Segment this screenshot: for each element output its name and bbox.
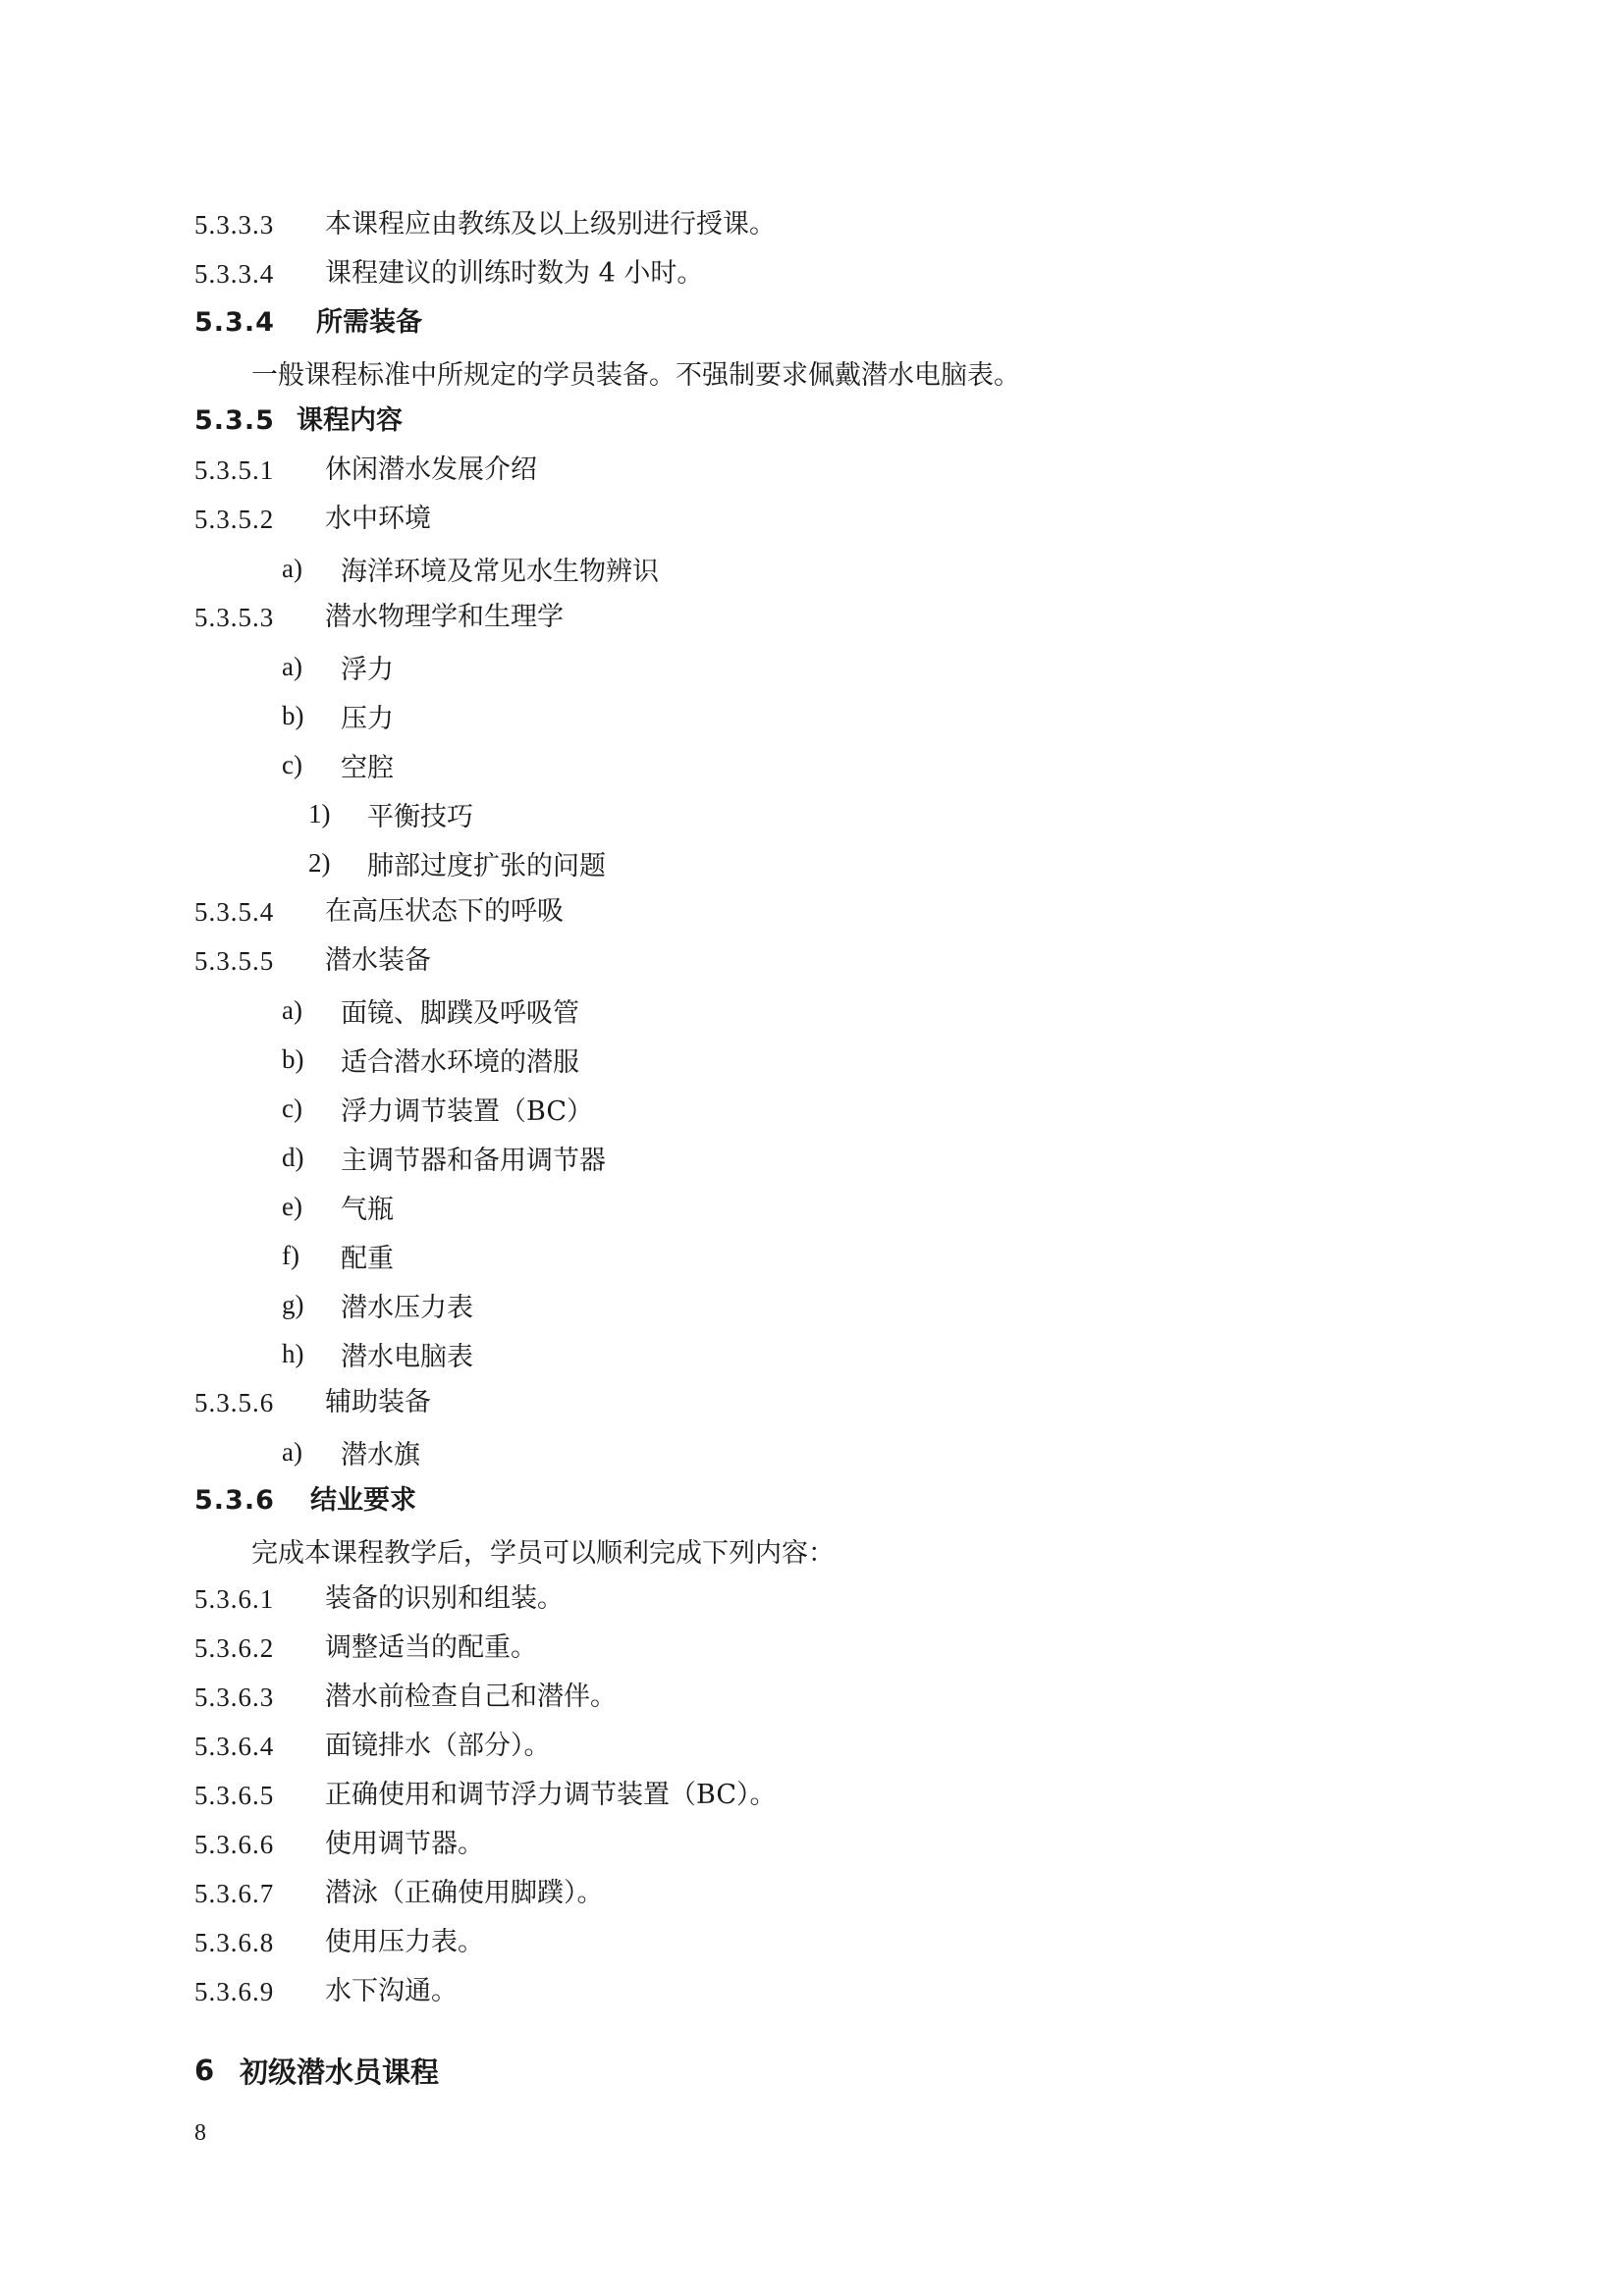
list-item [282, 1187, 394, 1226]
clause-number: 5.3.3.4 [194, 259, 275, 289]
clause-5-3-6-3 [194, 1678, 617, 1717]
section-number: 5.3.4 [194, 307, 275, 338]
clause-text: 潜水物理学和生理学 [325, 602, 564, 632]
list-marker: d) [282, 1142, 304, 1172]
list-item [282, 1334, 473, 1373]
list-item [282, 1040, 579, 1079]
clause-5-3-5-4 [194, 892, 564, 932]
chapter-heading-6 [194, 2049, 439, 2092]
clause-text: 课程建议的训练时数为 4 小时。 [325, 258, 704, 289]
clause-number: 5.3.6.1 [194, 1584, 275, 1614]
clause-text: 使用压力表。 [325, 1927, 484, 1957]
list-marker: f) [282, 1240, 299, 1270]
clause-5-3-6-5 [194, 1776, 777, 1815]
clause-text: 面镜排水（部分）。 [325, 1731, 551, 1761]
clause-number: 5.3.5.2 [194, 505, 275, 534]
section-number: 5.3.6 [194, 1485, 275, 1516]
clause-text: 正确使用和调节浮力调节装置（BC）。 [325, 1780, 777, 1810]
list-item [282, 1285, 473, 1324]
list-item [282, 1236, 394, 1275]
section-title: 结业要求 [310, 1485, 416, 1516]
list-marker: e) [282, 1191, 302, 1221]
list-item-text: 配重 [341, 1243, 394, 1274]
clause-5-3-6-6 [194, 1825, 484, 1864]
clause-number: 5.3.5.3 [194, 603, 275, 632]
clause-5-3-5-1 [194, 451, 537, 490]
section-number: 5.3.5 [194, 405, 275, 436]
list-item-text: 适合潜水环境的潜服 [341, 1046, 579, 1078]
clause-5-3-6-1 [194, 1579, 564, 1619]
list-item [282, 990, 579, 1030]
clause-number: 5.3.5.6 [194, 1388, 275, 1417]
clause-number: 5.3.6.6 [194, 1830, 275, 1859]
clause-5-3-6-4 [194, 1727, 551, 1766]
clause-number: 5.3.6.2 [194, 1633, 275, 1663]
list-marker: c) [282, 1093, 302, 1123]
clause-5-3-5-3 [194, 598, 564, 637]
list-item [282, 745, 394, 784]
list-marker: 1) [308, 798, 331, 828]
list-item-text: 海洋环境及常见水生物辨识 [341, 556, 659, 587]
clause-5-3-5-5 [194, 941, 431, 981]
list-item-text: 气瓶 [341, 1194, 394, 1225]
clause-text: 调整适当的配重。 [325, 1632, 537, 1663]
clause-number: 5.3.6.8 [194, 1928, 275, 1957]
paragraph-completion: 完成本课程教学后，学员可以顺利完成下列内容： [251, 1537, 835, 1569]
clause-number: 5.3.6.7 [194, 1879, 275, 1908]
clause-number: 5.3.6.5 [194, 1781, 275, 1810]
list-item-text: 空腔 [341, 752, 394, 783]
clause-number: 5.3.3.3 [194, 210, 275, 240]
list-item [282, 1432, 420, 1471]
clause-text: 装备的识别和组装。 [325, 1583, 564, 1614]
clause-number: 5.3.5.4 [194, 897, 275, 927]
list-item-text: 浮力调节装置（BC） [341, 1095, 594, 1127]
clause-5-3-3-3 [194, 205, 776, 244]
list-item-text: 平衡技巧 [367, 801, 473, 832]
list-marker: g) [282, 1289, 304, 1319]
list-marker: a) [282, 1436, 302, 1467]
list-marker: a) [282, 994, 302, 1025]
clause-5-3-3-4 [194, 254, 703, 294]
sub-list-item [308, 794, 473, 833]
page-number: 8 [194, 2120, 206, 2146]
clause-number: 5.3.6.4 [194, 1732, 275, 1761]
sub-list-item [308, 843, 606, 882]
list-item-text: 潜水电脑表 [341, 1341, 473, 1372]
clause-text: 本课程应由教练及以上级别进行授课。 [325, 209, 776, 240]
list-item [282, 549, 659, 588]
section-heading-5-3-4 [194, 303, 422, 343]
list-item-text: 浮力 [341, 654, 394, 685]
list-marker: a) [282, 651, 302, 681]
paragraph-equipment: 一般课程标准中所规定的学员装备。不强制要求佩戴潜水电脑表。 [251, 359, 1020, 391]
list-item-text: 潜水旗 [341, 1439, 420, 1470]
list-item [282, 647, 394, 686]
list-marker: a) [282, 553, 302, 583]
clause-number: 5.3.5.1 [194, 455, 275, 485]
clause-text: 水中环境 [325, 504, 431, 534]
clause-5-3-6-8 [194, 1923, 484, 1962]
clause-5-3-5-6 [194, 1383, 431, 1422]
list-item-text: 潜水压力表 [341, 1292, 473, 1323]
clause-text: 辅助装备 [325, 1387, 431, 1417]
list-item-text: 面镜、脚蹼及呼吸管 [341, 997, 579, 1029]
clause-5-3-6-9 [194, 1972, 458, 2011]
clause-number: 5.3.6.9 [194, 1977, 275, 2006]
clause-5-3-6-2 [194, 1629, 537, 1668]
list-item-text: 压力 [341, 703, 394, 734]
clause-5-3-5-2 [194, 500, 431, 539]
section-heading-5-3-5 [194, 401, 403, 441]
list-item-text: 肺部过度扩张的问题 [367, 850, 606, 881]
clause-text: 使用调节器。 [325, 1829, 484, 1859]
list-marker: c) [282, 749, 302, 779]
list-marker: h) [282, 1338, 304, 1368]
clause-number: 5.3.5.5 [194, 946, 275, 976]
list-marker: 2) [308, 847, 331, 878]
list-marker: b) [282, 700, 304, 730]
clause-text: 水下沟通。 [325, 1976, 458, 2006]
list-marker: b) [282, 1043, 304, 1074]
clause-text: 潜泳（正确使用脚蹼）。 [325, 1878, 604, 1908]
clause-text: 潜水装备 [325, 945, 431, 976]
clause-5-3-6-7 [194, 1874, 604, 1913]
list-item [282, 1089, 593, 1128]
list-item [282, 1138, 606, 1177]
clause-number: 5.3.6.3 [194, 1682, 275, 1712]
clause-text: 潜水前检查自己和潜伴。 [325, 1682, 617, 1712]
section-heading-5-3-6 [194, 1481, 416, 1521]
clause-text: 休闲潜水发展介绍 [325, 454, 537, 485]
section-title: 所需装备 [316, 307, 422, 338]
clause-text: 在高压状态下的呼吸 [325, 896, 564, 927]
chapter-number: 6 [194, 2054, 216, 2087]
list-item-text: 主调节器和备用调节器 [341, 1145, 606, 1176]
list-item [282, 696, 394, 735]
section-title: 课程内容 [297, 405, 403, 436]
chapter-title: 初级潜水员课程 [240, 2055, 440, 2089]
